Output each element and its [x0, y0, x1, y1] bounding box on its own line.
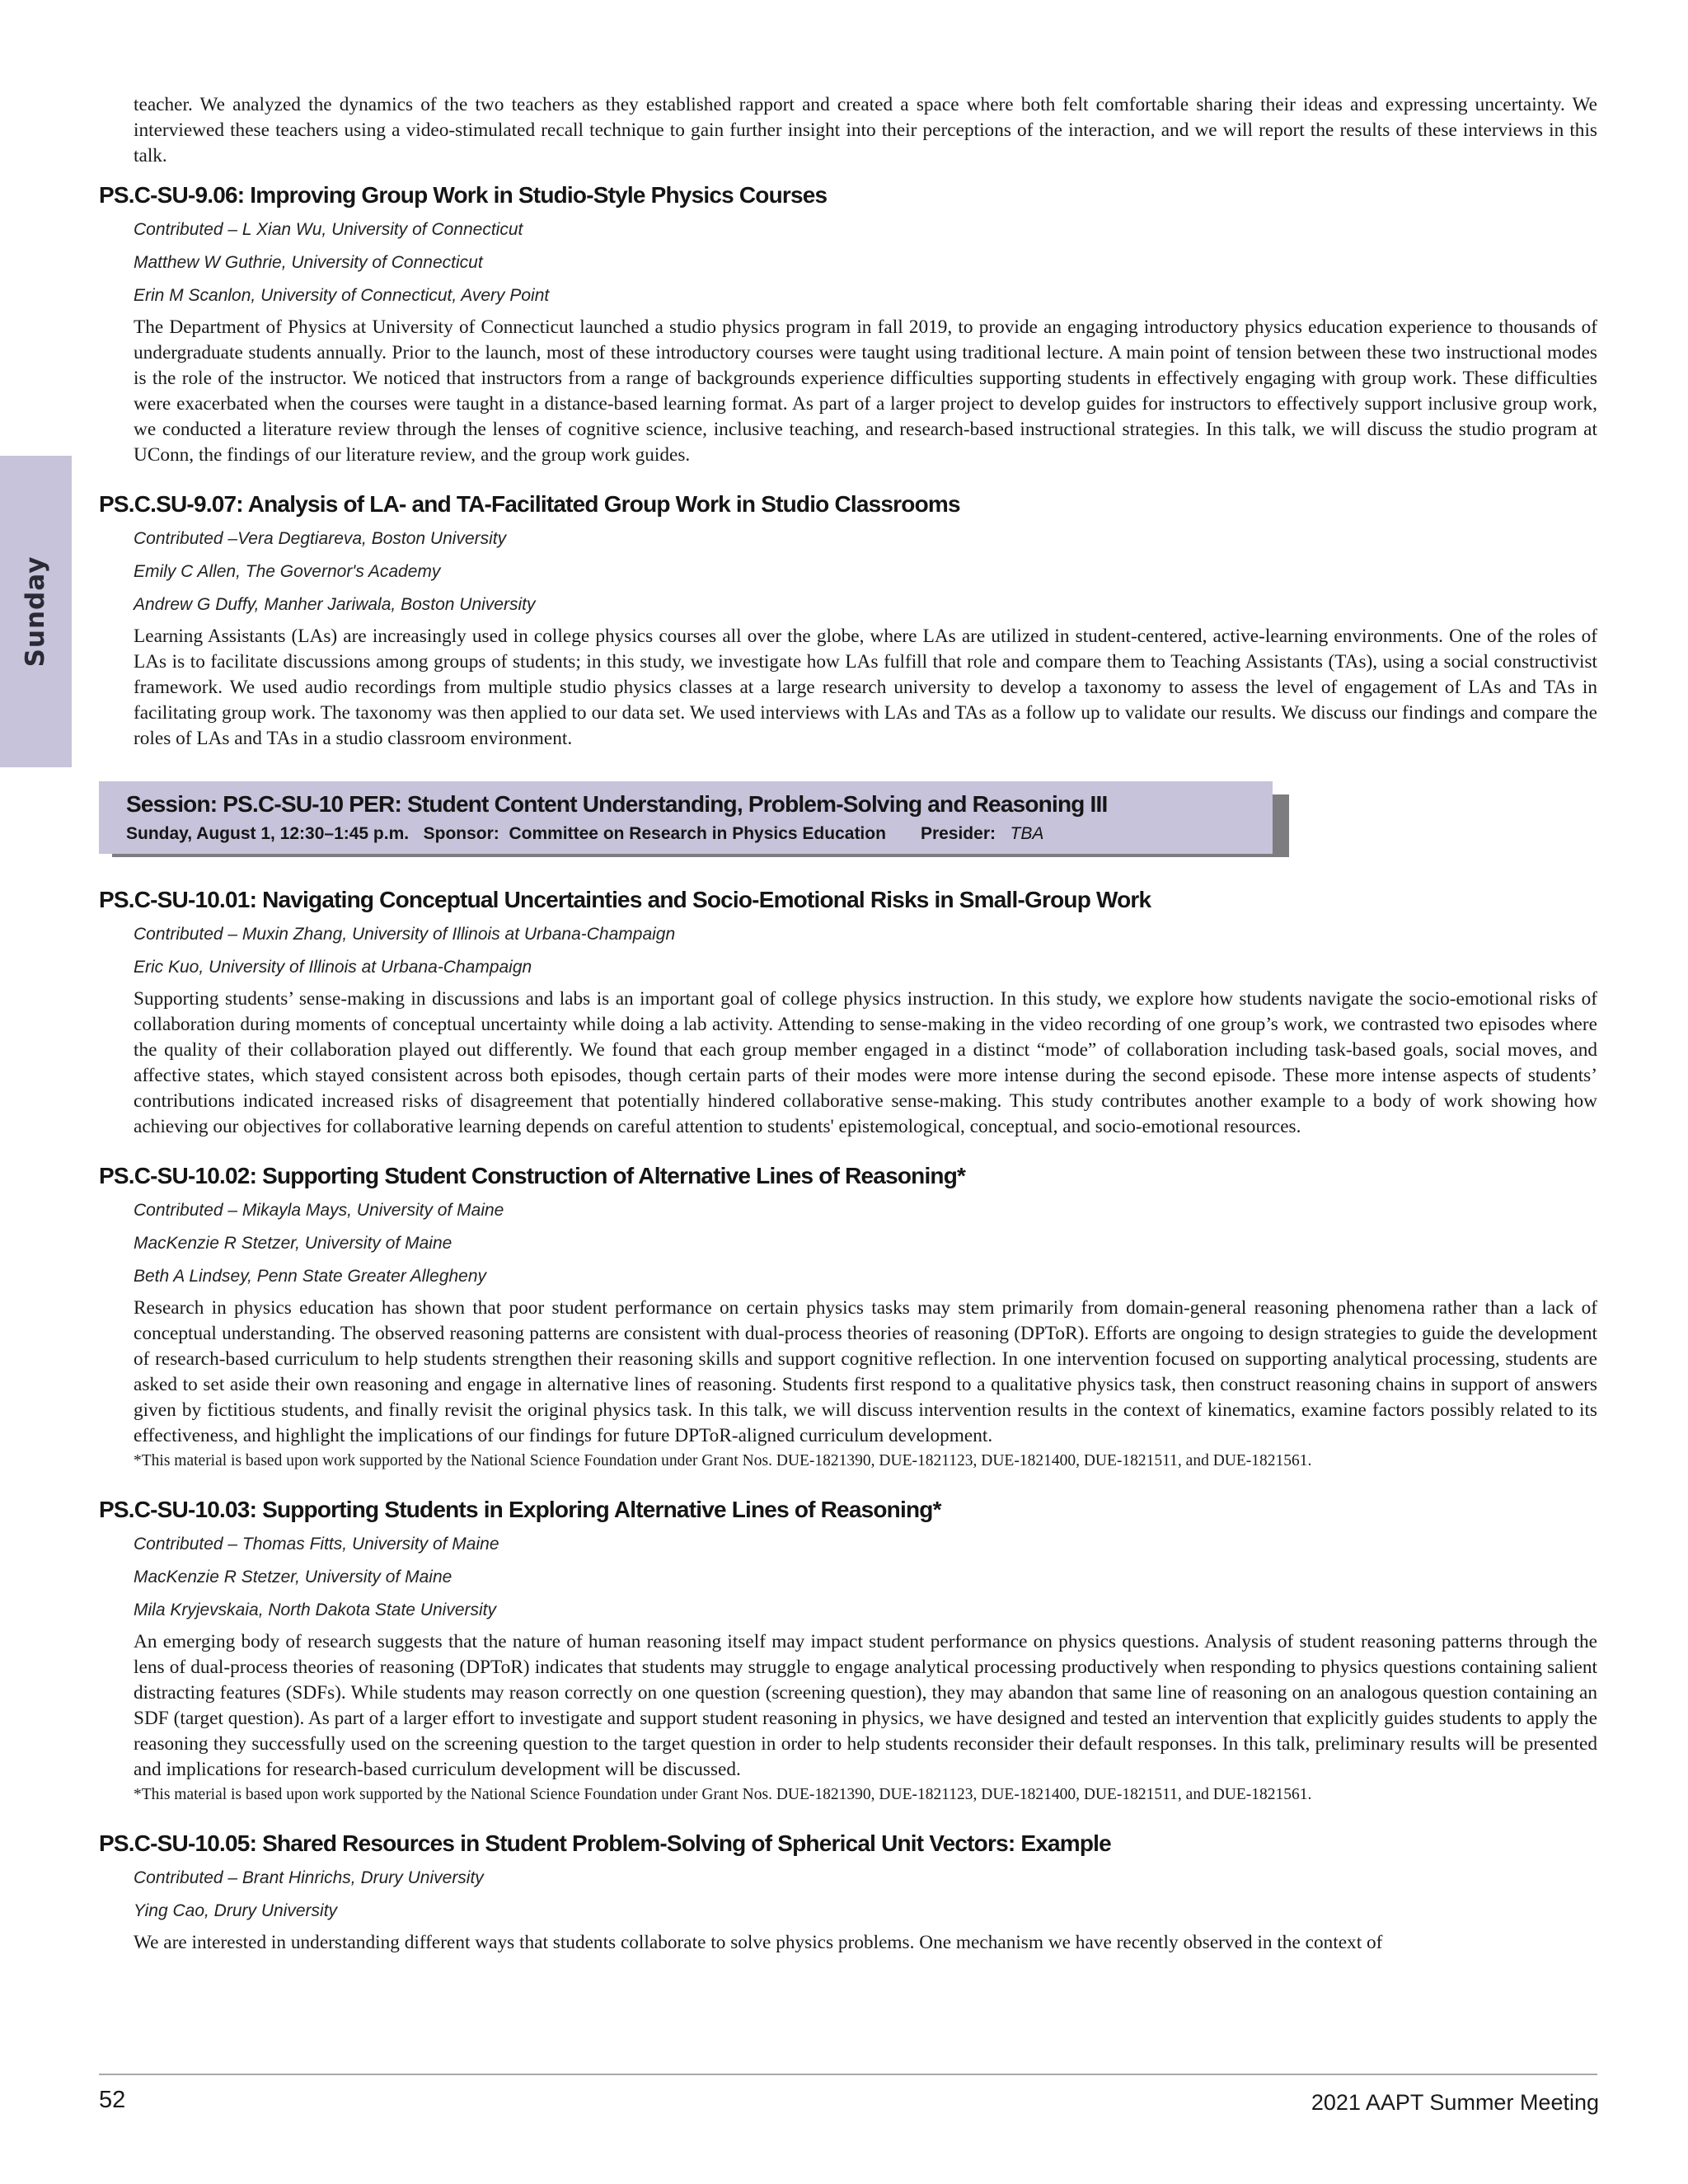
intro-paragraph: teacher. We analyzed the dynamics of the two teachers as they established rapport and created a space where both felt comfortable sharing their ideas and expressing uncertainty. We interviewed these teachers using a video-stimulated recall technique to gain further insight into their perceptions of the interaction, and we will report the results of these interviews in this talk.: [134, 94, 1597, 166]
abstract-title: PS.C-SU-10.01: Navigating Conceptual Uncertainties and Socio-Emotional Risks in Small-Group Work: [99, 887, 1151, 912]
session-presider: TBA: [1010, 824, 1044, 843]
session-sponsor: Committee on Research in Physics Education: [509, 824, 886, 843]
side-tab-label: Sunday: [21, 555, 50, 668]
session-header-box: [99, 781, 1273, 854]
author-line: Andrew G Duffy, Manher Jariwala, Boston University: [134, 595, 536, 614]
abstract-body: The Department of Physics at University of Connecticut launched a studio physics program in fall 2019, to provide an engaging introductory physics education experience to thousands of undergraduate students annually. Prior to the launch, most of these introductory courses were taught using traditional lecture. A main point of tension between these two instructional modes is the role of the instructor. We noticed that instructors from a range of backgrounds experience difficulties supporting students in effectively engaging with group work. These difficulties were exacerbated when the courses were taught in a distance-based learning format. As part of a larger project to develop guides for instructors to effectively support inclusive group work, we conducted a literature review through the lenses of cognitive science, inclusive teaching, and research-based instructional strategies. In this talk, we will discuss the studio program at UConn, the findings of our literature review, and the group work guides.: [134, 316, 1597, 466]
abstract-entry: [99, 1825, 1597, 1956]
author-line: Contributed –Vera Degtiareva, Boston University: [134, 529, 507, 548]
abstract-body: Research in physics education has shown that poor student performance on certain physics tasks may stem primarily from domain-general reasoning phenomena rather than a lack of conceptual understanding. The observed reasoning patterns are consistent with dual-process theories of reasoning (DPToR). Efforts are ongoing to design strategies to guide the development of research-based curriculum to help students strengthen their reasoning skills and support cognitive reflection. In one intervention focused on supporting analytical processing, students are asked to set aside their own reasoning and engage in alternative lines of reasoning. Students first respond to a qualitative physics task, then construct reasoning chains in support of answers given by fictitious students, and finally revisit the original physics task. In this talk, we will discuss intervention results in the context of kinematics, examine factors possibly related to its effectiveness, and highlight the implications of our findings for future DPToR-aligned curriculum development.: [134, 1297, 1597, 1446]
abstract-body: An emerging body of research suggests that the nature of human reasoning itself may impact student performance on physics questions. Analysis of student reasoning patterns through the lens of dual-process theories of reasoning (DPToR) indicates that students may struggle to engage analytical processing productively when responding to physics questions containing salient distracting features (SDFs). While students may reason correctly on one question (screening question), they may abandon that same line of reasoning on an analogous question containing an SDF (target question). As part of a larger effort to investigate and support student reasoning in physics, we have designed and tested an intervention that explicitly guides students to apply the reasoning they successfully used on the screening question to the target question in order to help students reconsider their default responses. In this talk, preliminary results will be presented and implications for research-based curriculum development will be discussed.: [134, 1631, 1597, 1780]
session-title: Session: PS.C-SU-10 PER: Student Content Understanding, Problem-Solving and Reasoning III: [126, 791, 1108, 817]
author-line: Contributed – L Xian Wu, University of Connecticut: [134, 220, 523, 239]
session-sponsor-label: Sponsor:: [423, 824, 499, 843]
session-date-time: Sunday, August 1, 12:30–1:45 p.m.: [126, 824, 410, 843]
abstract-entry: [99, 1492, 1597, 1807]
author-line: Beth A Lindsey, Penn State Greater Allegheny: [134, 1267, 487, 1286]
page-number: 52: [99, 2087, 126, 2113]
author-line: Contributed – Brant Hinrichs, Drury University: [134, 1868, 484, 1887]
session-meta: [126, 824, 1043, 844]
abstract-title: PS.C-SU-10.03: Supporting Students in Exploring Alternative Lines of Reasoning*: [99, 1497, 941, 1522]
author-line: Contributed – Muxin Zhang, University of Illinois at Urbana-Champaign: [134, 925, 676, 944]
author-line: MacKenzie R Stetzer, University of Maine: [134, 1568, 452, 1586]
abstract-body: Supporting students’ sense-making in discussions and labs is an important goal of college physics instruction. In this study, we explore how students navigate the socio-emotional risks of collaboration during moments of conceptual uncertainty while doing a lab activity. Attending to sense-making in the video recording of one group’s work, we contrasted two episodes where the quality of their collaboration played out differently. We found that each group member engaged in a distinct “mode” of collaboration including task-based goals, social moves, and affective states, which stayed consistent across both episodes, though certain parts of their modes were more intense during the second episode. These more intense aspects of students’ contributions indicated increased risks of disagreement that potentially hindered collaborative sense-making. This study contributes another example to a body of work showing how achieving our objectives for collaborative learning depends on careful attention to students' epistemological, conceptual, and socio-emotional resources.: [134, 988, 1597, 1137]
grant-footnote: *This material is based upon work supported by the National Science Foundation under Grant Nos. DUE-1821390, DUE-1821123, DUE-1821400, DUE-1821511, and DUE-1821561.: [134, 1452, 1312, 1469]
author-line: MacKenzie R Stetzer, University of Maine: [134, 1234, 452, 1253]
abstract-title: PS.C.SU-9.07: Analysis of LA- and TA-Facilitated Group Work in Studio Classrooms: [99, 491, 960, 517]
abstract-entry: [99, 486, 1597, 752]
abstract-entry: [99, 882, 1597, 1140]
footer-rule: [99, 2074, 1597, 2075]
abstract-body: Learning Assistants (LAs) are increasingly used in college physics courses all over the globe, where LAs are utilized in student-centered, active-learning environments. One of the roles of LAs is to facilitate discussions among groups of students; in this study, we investigate how LAs fulfill that role and compare them to Teaching Assistants (TAs), using a social constructivist framework. We used audio recordings from multiple studio physics classes at a large research university to develop a taxonomy to assess the level of engagement of LAs and TAs in facilitating group work. The taxonomy was then applied to our data set. We used interviews with LAs and TAs as a follow up to validate our results. We discuss our findings and compare the roles of LAs and TAs in a studio classroom environment.: [134, 626, 1597, 749]
author-line: Erin M Scanlon, University of Connecticut, Avery Point: [134, 286, 550, 305]
author-line: Matthew W Guthrie, University of Connecticut: [134, 253, 483, 272]
author-line: Contributed – Mikayla Mays, University of Maine: [134, 1201, 504, 1220]
author-line: Ying Cao, Drury University: [134, 1901, 338, 1920]
conference-name: 2021 AAPT Summer Meeting: [1311, 2090, 1599, 2115]
author-line: Mila Kryjevskaia, North Dakota State University: [134, 1601, 496, 1619]
abstract-entry: [99, 1158, 1597, 1474]
page-content: [99, 92, 1597, 1956]
author-line: Contributed – Thomas Fitts, University of Maine: [134, 1535, 499, 1554]
grant-footnote: *This material is based upon work supported by the National Science Foundation under Grant Nos. DUE-1821390, DUE-1821123, DUE-1821400, DUE-1821511, and DUE-1821561.: [134, 1786, 1312, 1803]
abstract-entry: [99, 177, 1597, 468]
abstract-title: PS.C-SU-10.05: Shared Resources in Student Problem-Solving of Spherical Unit Vectors: Example: [99, 1830, 1111, 1856]
session-header: [99, 781, 1597, 870]
abstract-title: PS.C-SU-9.06: Improving Group Work in Studio-Style Physics Courses: [99, 182, 828, 208]
abstract-body: We are interested in understanding different ways that students collaborate to solve physics problems. One mechanism we have recently observed in the context of: [134, 1932, 1383, 1953]
abstract-title: PS.C-SU-10.02: Supporting Student Construction of Alternative Lines of Reasoning*: [99, 1163, 966, 1188]
author-line: Eric Kuo, University of Illinois at Urbana-Champaign: [134, 958, 532, 977]
session-presider-label: Presider:: [920, 824, 996, 843]
author-line: Emily C Allen, The Governor's Academy: [134, 562, 441, 581]
